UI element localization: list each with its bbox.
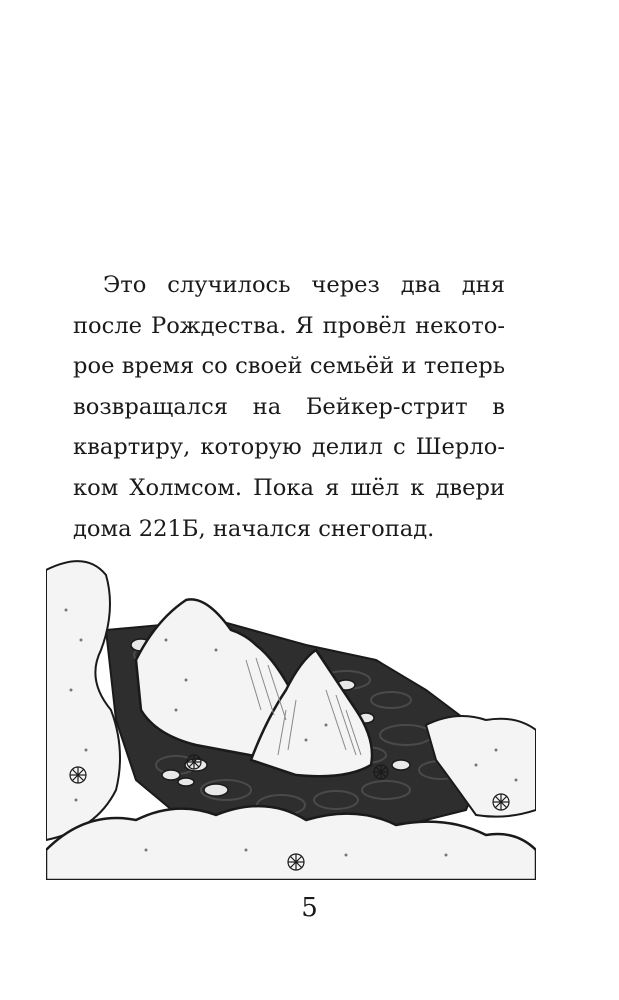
paragraph-line-1: Это случилось через два дня bbox=[103, 272, 505, 298]
page-number: 5 bbox=[301, 893, 318, 923]
snow-drift-left bbox=[46, 561, 120, 840]
paragraph-line-5: квартиру, которую делил с Шерло- bbox=[73, 434, 505, 461]
paragraph-line-7: дома 221Б, начался снегопад. bbox=[73, 515, 435, 542]
paragraph-line-2: после Рождества. Я провёл некото- bbox=[73, 312, 505, 339]
paragraph-line-6: ком Холмсом. Пока я шёл к двери bbox=[73, 474, 505, 501]
snowy-street-illustration bbox=[46, 550, 536, 880]
story-paragraph bbox=[73, 265, 505, 549]
paragraph-line-3: рое время со своей семьёй и теперь bbox=[73, 353, 505, 380]
paragraph-line-4: возвращался на Бейкер-стрит в bbox=[73, 393, 505, 420]
